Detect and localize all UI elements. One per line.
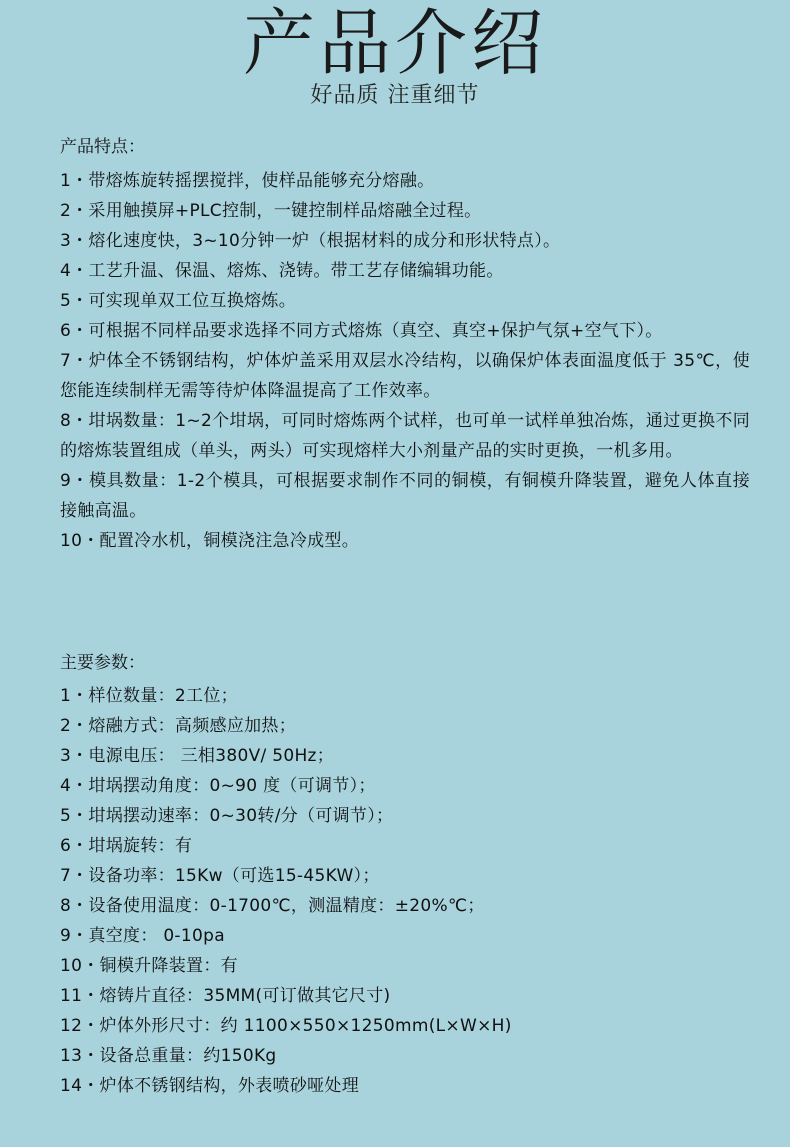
param-item: 2・熔融方式：高频感应加热； xyxy=(60,716,297,736)
param-item: 4・坩埚摆动角度：0~90 度（可调节）； xyxy=(60,776,376,796)
feature-item: 2・采用触摸屏+PLC控制，一键控制样品熔融全过程。 xyxy=(60,201,482,221)
feature-item: 9・模具数量：1-2个模具，可根据要求制作不同的铜模，有铜模升降装置，避免人体直接接触高温。 xyxy=(60,471,750,521)
param-item: 10・铜模升降装置：有 xyxy=(60,956,238,976)
param-item: 9・真空度： 0-10pa xyxy=(60,926,225,946)
param-item: 7・设备功率：15Kw（可选15-45KW）； xyxy=(60,866,380,886)
page-title: 产品介绍 xyxy=(242,1,547,85)
param-item: 1・样位数量：2工位； xyxy=(60,686,238,706)
page-subtitle: 好品质 注重细节 xyxy=(310,83,480,108)
features-list xyxy=(60,166,750,556)
params-list xyxy=(60,681,750,1101)
feature-item: 1・带熔炼旋转摇摆搅拌，使样品能够充分熔融。 xyxy=(60,171,435,191)
param-item: 5・坩埚摆动速率：0~30转/分（可调节）； xyxy=(60,806,394,826)
feature-item: 6・可根据不同样品要求选择不同方式熔炼（真空、真空+保护气氛+空气下）。 xyxy=(60,321,663,341)
param-item: 12・炉体外形尺寸：约 1100×550×1250mm(L×W×H) xyxy=(60,1016,512,1036)
param-item: 11・熔铸片直径：35MM(可订做其它尺寸) xyxy=(60,986,391,1006)
param-item: 6・坩埚旋转：有 xyxy=(60,836,193,856)
feature-item: 5・可实现单双工位互换熔炼。 xyxy=(60,291,297,311)
feature-item: 8・坩埚数量：1~2个坩埚，可同时熔炼两个试样，也可单一试样单独冶炼，通过更换不同的熔炼装置组成（单头，两头）可实现熔样大小剂量产品的实时更换，一机多用。 xyxy=(60,411,750,461)
param-item: 3・电源电压： 三相380V/ 50Hz； xyxy=(60,746,335,766)
feature-item: 10・配置冷水机，铜模浇注急冷成型。 xyxy=(60,531,360,551)
feature-item: 3・熔化速度快，3~10分钟一炉（根据材料的成分和形状特点）。 xyxy=(60,231,561,251)
param-item: 13・设备总重量：约150Kg xyxy=(60,1046,277,1066)
params-heading: 主要参数： xyxy=(60,653,145,673)
features-heading: 产品特点： xyxy=(60,137,145,157)
param-item: 8・设备使用温度：0-1700℃，测温精度：±20%℃； xyxy=(60,896,485,916)
param-item: 14・炉体不锈钢结构，外表喷砂哑处理 xyxy=(60,1076,360,1096)
feature-item: 7・炉体全不锈钢结构，炉体炉盖采用双层水冷结构，以确保炉体表面温度低于 35℃，使您能连续制样无需等待炉体降温提高了工作效率。 xyxy=(60,351,750,401)
feature-item: 4・工艺升温、保温、熔炼、浇铸。带工艺存储编辑功能。 xyxy=(60,261,504,281)
